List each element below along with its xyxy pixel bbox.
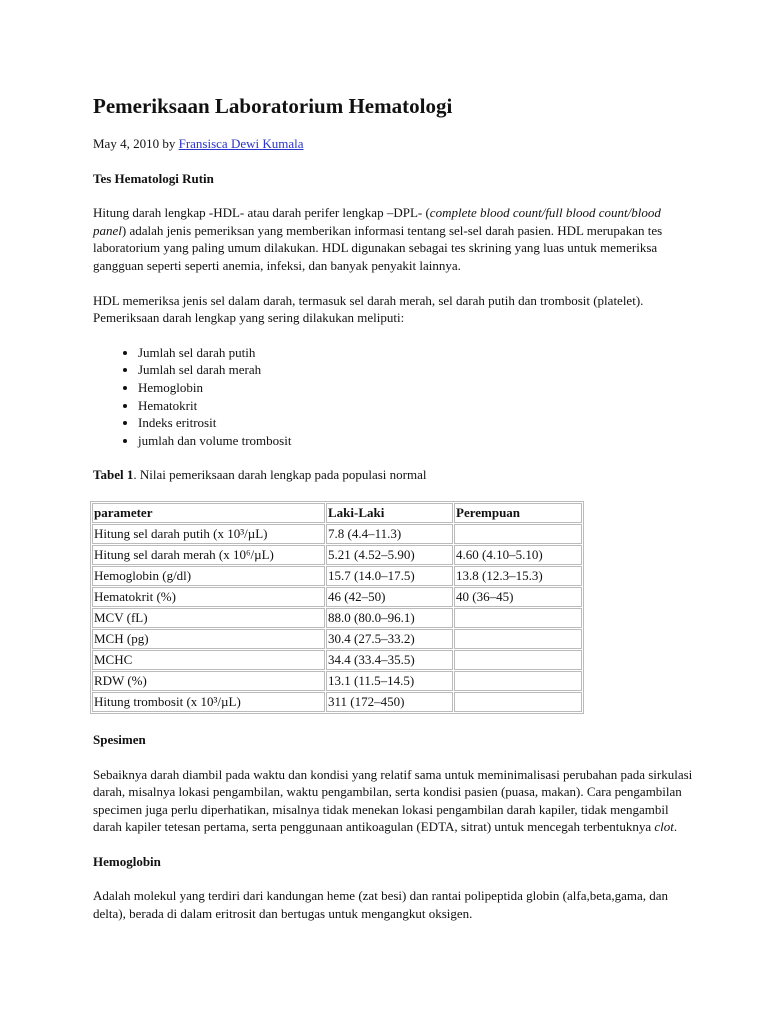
table-cell: 311 (172–450)	[326, 692, 453, 712]
paragraph-spesimen	[93, 766, 693, 836]
table-cell: 40 (36–45)	[454, 587, 582, 607]
table-header-cell: Perempuan	[454, 503, 582, 523]
table-cell: 15.7 (14.0–17.5)	[326, 566, 453, 586]
table-cell	[454, 650, 582, 670]
list-item: • Jumlah sel darah merah	[138, 361, 693, 379]
table-cell: Hemoglobin (g/dl)	[92, 566, 325, 586]
table-cell: 13.1 (11.5–14.5)	[326, 671, 453, 691]
table-row	[92, 650, 582, 670]
table-cell	[454, 629, 582, 649]
list-item: • Jumlah sel darah putih	[138, 344, 693, 362]
table-header-cell: Laki-Laki	[326, 503, 453, 523]
exam-list	[93, 344, 693, 450]
paragraph-text: Hitung darah lengkap -HDL- atau darah perifer lengkap –DPL- (	[93, 205, 430, 221]
paragraph-intro	[93, 204, 693, 274]
table-cell	[454, 671, 582, 691]
table-row	[92, 692, 582, 712]
table-cell: Hematokrit (%)	[92, 587, 325, 607]
article	[93, 93, 693, 923]
author-link[interactable]: Fransisca Dewi Kumala	[178, 136, 304, 151]
table-row	[92, 629, 582, 649]
table-cell: 34.4 (33.4–35.5)	[326, 650, 453, 670]
table-cell: Hitung trombosit (x 10³/µL)	[92, 692, 325, 712]
paragraph-text: Sebaiknya darah diambil pada waktu dan kondisi yang relatif sama untuk meminimalisasi perubahan pada sirkulasi darah, misalnya lokasi pengambilan, waktu pengambilan, serta kondisi pasien (puasa, makan). Cara pengambilan specimen juga perlu diperhatikan, misalnya tidak menekan lokasi pengambilan darah kapiler, tidak mengambil darah kapiler tetesan pertama, serta penggunaan antikoagulan (EDTA, sitrat) untuk mencegah terbentuknya	[93, 766, 693, 835]
paragraph-hemoglobin: Adalah molekul yang terdiri dari kandungan heme (zat besi) dan rantai polipeptida globin (alfa,beta,gama, dan delta), berada di dalam eritrosit dan bertugas untuk mengangkut oksigen.	[93, 888, 669, 922]
table-header-cell: parameter	[92, 503, 325, 523]
table-cell: MCV (fL)	[92, 608, 325, 628]
table-cell: MCHC	[92, 650, 325, 670]
table-cell: 30.4 (27.5–33.2)	[326, 629, 453, 649]
list-item: • Hematokrit	[138, 397, 693, 415]
list-item: • jumlah dan volume trombosit	[138, 432, 693, 450]
table-cell	[454, 608, 582, 628]
table-cell	[454, 524, 582, 544]
table-row	[92, 587, 582, 607]
table-cell: 88.0 (80.0–96.1)	[326, 608, 453, 628]
paragraph-text: ) adalah jenis pemeriksan yang memberikan informasi tentang sel-sel darah pasien. HDL merupakan tes laboratorium yang paling umum dilakukan. HDL digunakan sebagai tes skrining yang luas untuk memeriksa gangguan seperti seperti anemia, infeksi, dan banyak penyakit lainnya.	[93, 222, 663, 273]
paragraph-hdl: HDL memeriksa jenis sel dalam darah, termasuk sel darah merah, sel darah putih dan trombosit (platelet). Pemeriksaan darah lengkap yang sering dilakukan meliputi:	[93, 292, 644, 326]
table-caption-label: Tabel 1	[93, 467, 134, 483]
table-cell: 5.21 (4.52–5.90)	[326, 545, 453, 565]
table-caption	[93, 466, 693, 484]
post-date: May 4, 2010 by	[93, 136, 179, 151]
table-cell: 46 (42–50)	[326, 587, 453, 607]
table-cell: Hitung sel darah putih (x 10³/µL)	[92, 524, 325, 544]
paragraph-text: .	[673, 819, 678, 835]
table-cell: Hitung sel darah merah (x 10⁶/µL)	[92, 545, 325, 565]
table-cell: RDW (%)	[92, 671, 325, 691]
post-meta	[93, 135, 693, 153]
table-row	[92, 566, 582, 586]
paragraph-emphasis: complete blood count/full blood count/blood panel	[93, 205, 661, 238]
list-item: • Hemoglobin	[138, 379, 693, 397]
table-row	[92, 671, 582, 691]
table-row	[92, 545, 582, 565]
table-cell	[454, 692, 582, 712]
table-row	[92, 608, 582, 628]
paragraph-emphasis: clot	[654, 819, 674, 835]
table-cell: 4.60 (4.10–5.10)	[454, 545, 582, 565]
table-cell: 7.8 (4.4–11.3)	[326, 524, 453, 544]
table-caption-text: . Nilai pemeriksaan darah lengkap pada populasi normal	[133, 467, 427, 483]
table-header-row	[92, 503, 582, 523]
table-cell: MCH (pg)	[92, 629, 325, 649]
section-heading-tes-hematologi: Tes Hematologi Rutin	[93, 170, 214, 186]
section-heading-spesimen: Spesimen	[93, 731, 146, 747]
page-title: Pemeriksaan Laboratorium Hematologi	[93, 94, 453, 118]
table-cell: 13.8 (12.3–15.3)	[454, 566, 582, 586]
table-row	[92, 524, 582, 544]
list-item: • Indeks eritrosit	[138, 414, 693, 432]
section-heading-hemoglobin: Hemoglobin	[93, 853, 161, 869]
blood-count-table	[90, 501, 584, 714]
